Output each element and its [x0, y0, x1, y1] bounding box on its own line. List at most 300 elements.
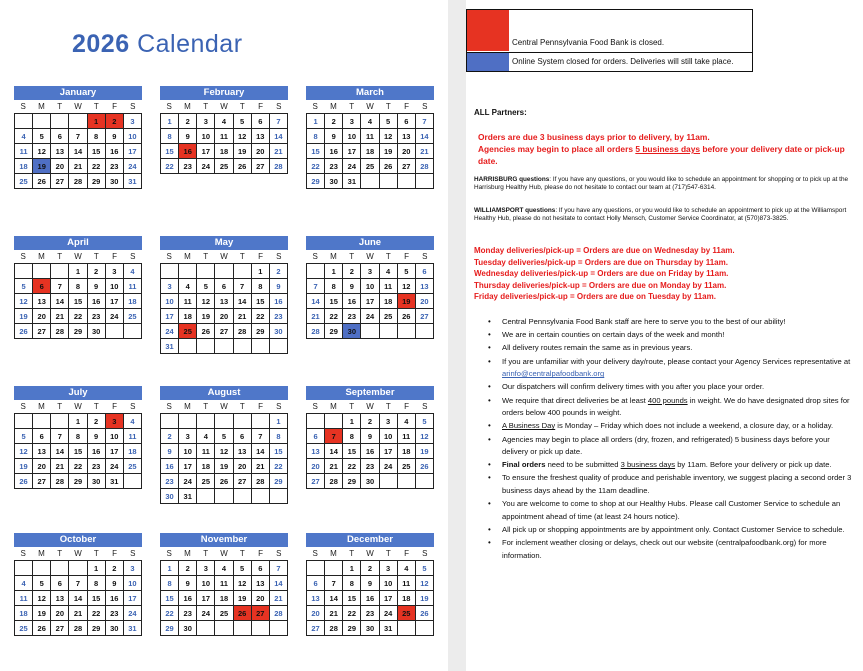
info-panel: [466, 0, 863, 671]
day-cell: 21: [252, 459, 270, 474]
weekday-label: W: [74, 549, 82, 558]
day-cell: 31: [106, 474, 124, 489]
day-cell-online-closed: 30: [343, 324, 361, 339]
weekday-label: W: [366, 549, 374, 558]
weekday-label: T: [239, 102, 245, 111]
weekday-header-row: [306, 400, 434, 413]
day-cell: 13: [51, 144, 69, 159]
day-cell: 27: [252, 159, 270, 174]
legend-row-online: [467, 53, 752, 71]
day-cell: 15: [88, 591, 106, 606]
day-cell: 20: [51, 606, 69, 621]
delivery-line-thursday: Thursday deliveries/pick-up = Orders are due on Monday by 11am.: [474, 280, 727, 290]
bullet-text: We require that direct deliveries be at least: [502, 395, 648, 405]
day-cell: 13: [33, 294, 51, 309]
empty-day-cell: [270, 489, 288, 504]
day-cell: 11: [398, 576, 416, 591]
weekday-label: T: [349, 102, 355, 111]
day-cell: 18: [124, 294, 142, 309]
month-april: [14, 236, 142, 339]
day-cell: 3: [197, 114, 215, 129]
weekday-label: S: [422, 402, 428, 411]
day-cell: 16: [361, 591, 379, 606]
weekday-header-row: [14, 250, 142, 263]
day-cell: 17: [106, 444, 124, 459]
month-august: [160, 386, 288, 504]
may-begin-underlined: 5 business days: [635, 144, 701, 154]
weekday-label: M: [38, 252, 45, 261]
day-cell: 30: [88, 474, 106, 489]
weekday-label: T: [57, 252, 63, 261]
orders-due-line: Orders are due 3 business days prior to delivery, by 11am.: [478, 132, 710, 142]
day-cell: 5: [234, 114, 252, 129]
day-cell: 17: [380, 591, 398, 606]
day-cell: 31: [161, 339, 179, 354]
weekday-label: S: [276, 402, 282, 411]
weekday-label: S: [20, 402, 26, 411]
day-cell: 10: [380, 576, 398, 591]
empty-day-cell: [33, 561, 51, 576]
day-cell: 10: [197, 576, 215, 591]
day-cell: 20: [307, 606, 325, 621]
month-header: January: [14, 86, 142, 100]
day-cell: 14: [270, 576, 288, 591]
day-cell: 2: [88, 414, 106, 429]
day-cell: 5: [33, 576, 51, 591]
empty-day-cell: [197, 621, 215, 636]
weekday-label: M: [330, 549, 337, 558]
day-cell: 3: [380, 414, 398, 429]
day-cell: 27: [215, 324, 233, 339]
day-cell: 27: [234, 474, 252, 489]
month-september: [306, 386, 434, 489]
calendar-year: 2026: [72, 30, 130, 58]
bullet-item: [486, 498, 858, 523]
day-grid: [160, 113, 288, 174]
day-cell: 31: [380, 621, 398, 636]
day-cell-closed: 19: [398, 294, 416, 309]
day-cell: 13: [252, 129, 270, 144]
day-cell: 30: [270, 324, 288, 339]
bullet-dot-icon: •: [488, 382, 491, 392]
day-cell: 9: [361, 576, 379, 591]
weekday-label: S: [312, 252, 318, 261]
day-grid: [160, 560, 288, 636]
day-cell: 17: [124, 591, 142, 606]
day-cell: 23: [361, 606, 379, 621]
day-cell: 8: [325, 279, 343, 294]
day-cell: 16: [88, 294, 106, 309]
bullet-dot-icon: •: [488, 525, 491, 535]
weekday-label: S: [276, 549, 282, 558]
day-cell: 16: [325, 144, 343, 159]
day-cell: 18: [380, 294, 398, 309]
day-cell: 15: [161, 591, 179, 606]
williamsport-label: WILLIAMSPORT questions: [474, 207, 556, 214]
weekday-label: S: [276, 252, 282, 261]
day-cell: 6: [215, 279, 233, 294]
bullet-text: need to be submitted: [545, 460, 621, 470]
day-cell: 5: [398, 264, 416, 279]
day-cell: 28: [325, 621, 343, 636]
empty-day-cell: [215, 264, 233, 279]
day-cell-closed: 2: [106, 114, 124, 129]
day-cell: 17: [380, 444, 398, 459]
delivery-schedule: [474, 245, 854, 303]
empty-day-cell: [51, 561, 69, 576]
day-cell: 2: [361, 561, 379, 576]
day-cell: 30: [88, 324, 106, 339]
day-cell: 28: [69, 174, 87, 189]
bullet-text: If you are unfamiliar with your delivery day/route, please contact your Agency Services representative at: [502, 356, 851, 366]
day-cell: 17: [124, 144, 142, 159]
day-cell: 22: [161, 606, 179, 621]
day-cell: 9: [325, 129, 343, 144]
weekday-label: F: [112, 402, 117, 411]
bullet-text: For inclement weather closing or delays, check out our website (centralpafoodbank.org) for more information.: [502, 538, 827, 560]
day-cell: 24: [197, 606, 215, 621]
legend-closed-text: Central Pennsylvania Food Bank is closed.: [512, 38, 665, 47]
day-cell: 18: [15, 606, 33, 621]
weekday-label: T: [93, 402, 99, 411]
day-cell: 15: [69, 294, 87, 309]
weekday-label: T: [239, 549, 245, 558]
day-cell: 5: [15, 429, 33, 444]
day-cell: 12: [197, 294, 215, 309]
weekday-label: S: [422, 102, 428, 111]
month-header: July: [14, 386, 142, 400]
weekday-label: F: [258, 402, 263, 411]
day-cell: 27: [416, 309, 434, 324]
day-cell: 19: [416, 591, 434, 606]
day-cell: 28: [51, 474, 69, 489]
online-swatch: [467, 53, 509, 71]
day-cell: 21: [69, 159, 87, 174]
day-grid: [160, 263, 288, 354]
day-cell: 23: [161, 474, 179, 489]
day-cell: 2: [88, 264, 106, 279]
day-cell: 20: [33, 309, 51, 324]
day-cell: 11: [15, 144, 33, 159]
day-cell: 27: [33, 324, 51, 339]
bullet-dot-icon: •: [488, 330, 491, 340]
day-cell: 10: [124, 129, 142, 144]
day-cell: 31: [124, 174, 142, 189]
day-cell: 3: [179, 429, 197, 444]
day-cell: 8: [343, 429, 361, 444]
day-cell: 1: [88, 561, 106, 576]
weekday-label: T: [385, 549, 391, 558]
weekday-header-row: [14, 400, 142, 413]
day-cell: 10: [343, 129, 361, 144]
day-cell: 12: [416, 576, 434, 591]
day-cell: 11: [197, 444, 215, 459]
day-cell: 9: [270, 279, 288, 294]
day-cell: 7: [69, 129, 87, 144]
day-cell: 30: [361, 474, 379, 489]
empty-day-cell: [416, 174, 434, 189]
weekday-header-row: [14, 547, 142, 560]
weekday-label: T: [203, 252, 209, 261]
bullet-text: is Monday – Friday which does not include a weekend, a closure day, or a holiday.: [555, 421, 834, 431]
weekday-label: T: [203, 549, 209, 558]
day-cell-closed: 6: [33, 279, 51, 294]
day-cell: 9: [179, 129, 197, 144]
day-cell: 21: [416, 144, 434, 159]
day-cell: 2: [343, 264, 361, 279]
empty-day-cell: [416, 324, 434, 339]
day-cell: 12: [416, 429, 434, 444]
day-cell: 25: [15, 621, 33, 636]
empty-day-cell: [416, 621, 434, 636]
day-cell: 17: [197, 144, 215, 159]
day-cell: 10: [161, 294, 179, 309]
legend-box: [466, 9, 753, 72]
day-cell: 25: [15, 174, 33, 189]
weekday-label: S: [130, 102, 136, 111]
bullet-dot-icon: •: [488, 356, 491, 366]
weekday-header-row: [160, 250, 288, 263]
weekday-label: S: [312, 549, 318, 558]
month-july: [14, 386, 142, 489]
day-cell: 11: [398, 429, 416, 444]
day-grid: [306, 413, 434, 489]
empty-day-cell: [416, 474, 434, 489]
day-cell: 16: [106, 591, 124, 606]
day-cell: 6: [33, 429, 51, 444]
bullet-text: Agencies may begin to place all orders (dry, frozen, and refrigerated) 5 business days before your delivery or pick up date.: [502, 434, 830, 457]
bullet-bold: Final orders: [502, 460, 546, 470]
day-cell: 16: [88, 444, 106, 459]
day-grid: [306, 560, 434, 636]
day-cell: 20: [51, 159, 69, 174]
day-cell: 29: [252, 324, 270, 339]
bullet-text: All delivery routes remain the same as in previous years.: [502, 343, 693, 353]
day-cell: 10: [361, 279, 379, 294]
day-cell: 15: [270, 444, 288, 459]
empty-day-cell: [234, 414, 252, 429]
empty-day-cell: [307, 414, 325, 429]
day-grid: [306, 263, 434, 339]
day-cell: 14: [234, 294, 252, 309]
day-cell: 18: [124, 444, 142, 459]
legend-row-closed: [467, 10, 752, 53]
day-cell: 17: [179, 459, 197, 474]
day-cell: 19: [380, 144, 398, 159]
day-cell: 28: [51, 324, 69, 339]
day-cell: 28: [270, 606, 288, 621]
empty-day-cell: [161, 264, 179, 279]
day-cell: 11: [215, 576, 233, 591]
day-cell: 30: [325, 174, 343, 189]
weekday-label: T: [385, 252, 391, 261]
day-cell: 22: [69, 459, 87, 474]
bullet-text: Our dispatchers will confirm delivery times with you after you place your order.: [502, 382, 765, 392]
weekday-label: M: [184, 252, 191, 261]
empty-day-cell: [197, 489, 215, 504]
day-cell: 7: [51, 279, 69, 294]
weekday-label: F: [112, 252, 117, 261]
weekday-label: T: [93, 549, 99, 558]
day-cell: 4: [380, 264, 398, 279]
day-cell: 5: [33, 129, 51, 144]
day-cell: 24: [106, 309, 124, 324]
day-cell: 10: [106, 279, 124, 294]
bullet-item: [486, 434, 858, 459]
day-cell: 8: [252, 279, 270, 294]
day-cell: 12: [33, 144, 51, 159]
bullet-item: [486, 342, 858, 355]
weekday-label: T: [57, 402, 63, 411]
day-cell: 27: [307, 474, 325, 489]
empty-day-cell: [252, 339, 270, 354]
day-cell-closed: 25: [398, 606, 416, 621]
day-cell: 14: [307, 294, 325, 309]
empty-day-cell: [33, 414, 51, 429]
day-cell: 1: [307, 114, 325, 129]
day-cell: 5: [416, 561, 434, 576]
day-cell-closed: 1: [88, 114, 106, 129]
day-cell: 13: [33, 444, 51, 459]
day-cell: 4: [124, 264, 142, 279]
day-cell: 11: [124, 279, 142, 294]
day-cell: 8: [88, 576, 106, 591]
day-cell: 4: [179, 279, 197, 294]
month-june: [306, 236, 434, 339]
day-cell: 18: [215, 144, 233, 159]
empty-day-cell: [179, 339, 197, 354]
month-header: February: [160, 86, 288, 100]
day-cell: 23: [361, 459, 379, 474]
day-cell: 8: [161, 129, 179, 144]
day-grid: [160, 413, 288, 504]
weekday-label: S: [312, 102, 318, 111]
day-cell: 26: [15, 324, 33, 339]
day-cell: 26: [234, 159, 252, 174]
day-cell: 29: [343, 621, 361, 636]
weekday-label: F: [404, 252, 409, 261]
month-february: [160, 86, 288, 174]
day-cell: 2: [361, 414, 379, 429]
weekday-label: S: [20, 252, 26, 261]
day-cell: 20: [234, 459, 252, 474]
day-cell: 20: [33, 459, 51, 474]
empty-day-cell: [398, 324, 416, 339]
day-grid: [306, 113, 434, 189]
day-cell: 17: [361, 294, 379, 309]
day-cell: 11: [179, 294, 197, 309]
day-cell-closed: 16: [179, 144, 197, 159]
day-cell: 16: [179, 591, 197, 606]
day-cell: 23: [106, 606, 124, 621]
empty-day-cell: [215, 414, 233, 429]
day-cell: 22: [343, 606, 361, 621]
empty-day-cell: [380, 474, 398, 489]
bullet-item: [486, 329, 858, 342]
day-cell: 18: [179, 309, 197, 324]
bullet-dot-icon: •: [488, 538, 491, 548]
day-cell: 9: [106, 576, 124, 591]
day-cell: 21: [270, 144, 288, 159]
day-cell: 22: [88, 606, 106, 621]
day-cell-closed: 3: [106, 414, 124, 429]
empty-day-cell: [234, 339, 252, 354]
day-cell: 5: [380, 114, 398, 129]
day-cell: 31: [179, 489, 197, 504]
day-cell: 3: [106, 264, 124, 279]
weekday-header-row: [160, 547, 288, 560]
day-cell: 2: [179, 561, 197, 576]
day-cell: 22: [88, 159, 106, 174]
day-cell: 30: [106, 621, 124, 636]
weekday-label: W: [220, 402, 228, 411]
day-cell: 18: [398, 591, 416, 606]
day-cell: 7: [234, 279, 252, 294]
day-cell: 13: [252, 576, 270, 591]
day-cell: 11: [380, 279, 398, 294]
weekday-label: W: [220, 549, 228, 558]
day-cell: 21: [51, 459, 69, 474]
day-cell: 22: [343, 459, 361, 474]
day-cell: 14: [252, 444, 270, 459]
weekday-label: S: [130, 402, 136, 411]
empty-day-cell: [252, 414, 270, 429]
empty-day-cell: [234, 489, 252, 504]
empty-day-cell: [270, 339, 288, 354]
calendar-title-word: Calendar: [137, 30, 243, 58]
bullet-underlined: 3 business days: [620, 460, 676, 470]
empty-day-cell: [234, 264, 252, 279]
may-begin-line: [478, 143, 853, 167]
day-cell: 30: [161, 489, 179, 504]
bullet-item: [486, 395, 858, 420]
day-cell: 25: [124, 309, 142, 324]
empty-day-cell: [33, 114, 51, 129]
empty-day-cell: [51, 264, 69, 279]
weekday-label: T: [57, 549, 63, 558]
weekday-label: T: [385, 402, 391, 411]
empty-day-cell: [325, 414, 343, 429]
weekday-label: W: [74, 102, 82, 111]
weekday-label: S: [130, 252, 136, 261]
may-begin-post: before your delivery date or pick-up date.: [478, 144, 845, 166]
agency-email-link[interactable]: arinfo@centralpafoodbank.org: [502, 369, 605, 379]
weekday-label: M: [184, 402, 191, 411]
weekday-label: S: [166, 102, 172, 111]
day-cell: 23: [270, 309, 288, 324]
harrisburg-questions: [474, 176, 852, 193]
day-cell: 28: [307, 324, 325, 339]
weekday-label: T: [239, 402, 245, 411]
day-cell: 23: [88, 459, 106, 474]
day-cell: 20: [252, 591, 270, 606]
day-cell: 16: [161, 459, 179, 474]
day-cell: 12: [15, 294, 33, 309]
day-cell: 5: [197, 279, 215, 294]
day-cell: 31: [124, 621, 142, 636]
day-cell: 19: [234, 144, 252, 159]
empty-day-cell: [51, 414, 69, 429]
day-cell: 16: [106, 144, 124, 159]
weekday-label: F: [258, 549, 263, 558]
day-cell: 3: [161, 279, 179, 294]
day-cell: 1: [270, 414, 288, 429]
weekday-label: T: [203, 102, 209, 111]
day-cell: 27: [51, 174, 69, 189]
empty-day-cell: [197, 339, 215, 354]
day-cell: 31: [343, 174, 361, 189]
bullet-item: [486, 356, 858, 381]
